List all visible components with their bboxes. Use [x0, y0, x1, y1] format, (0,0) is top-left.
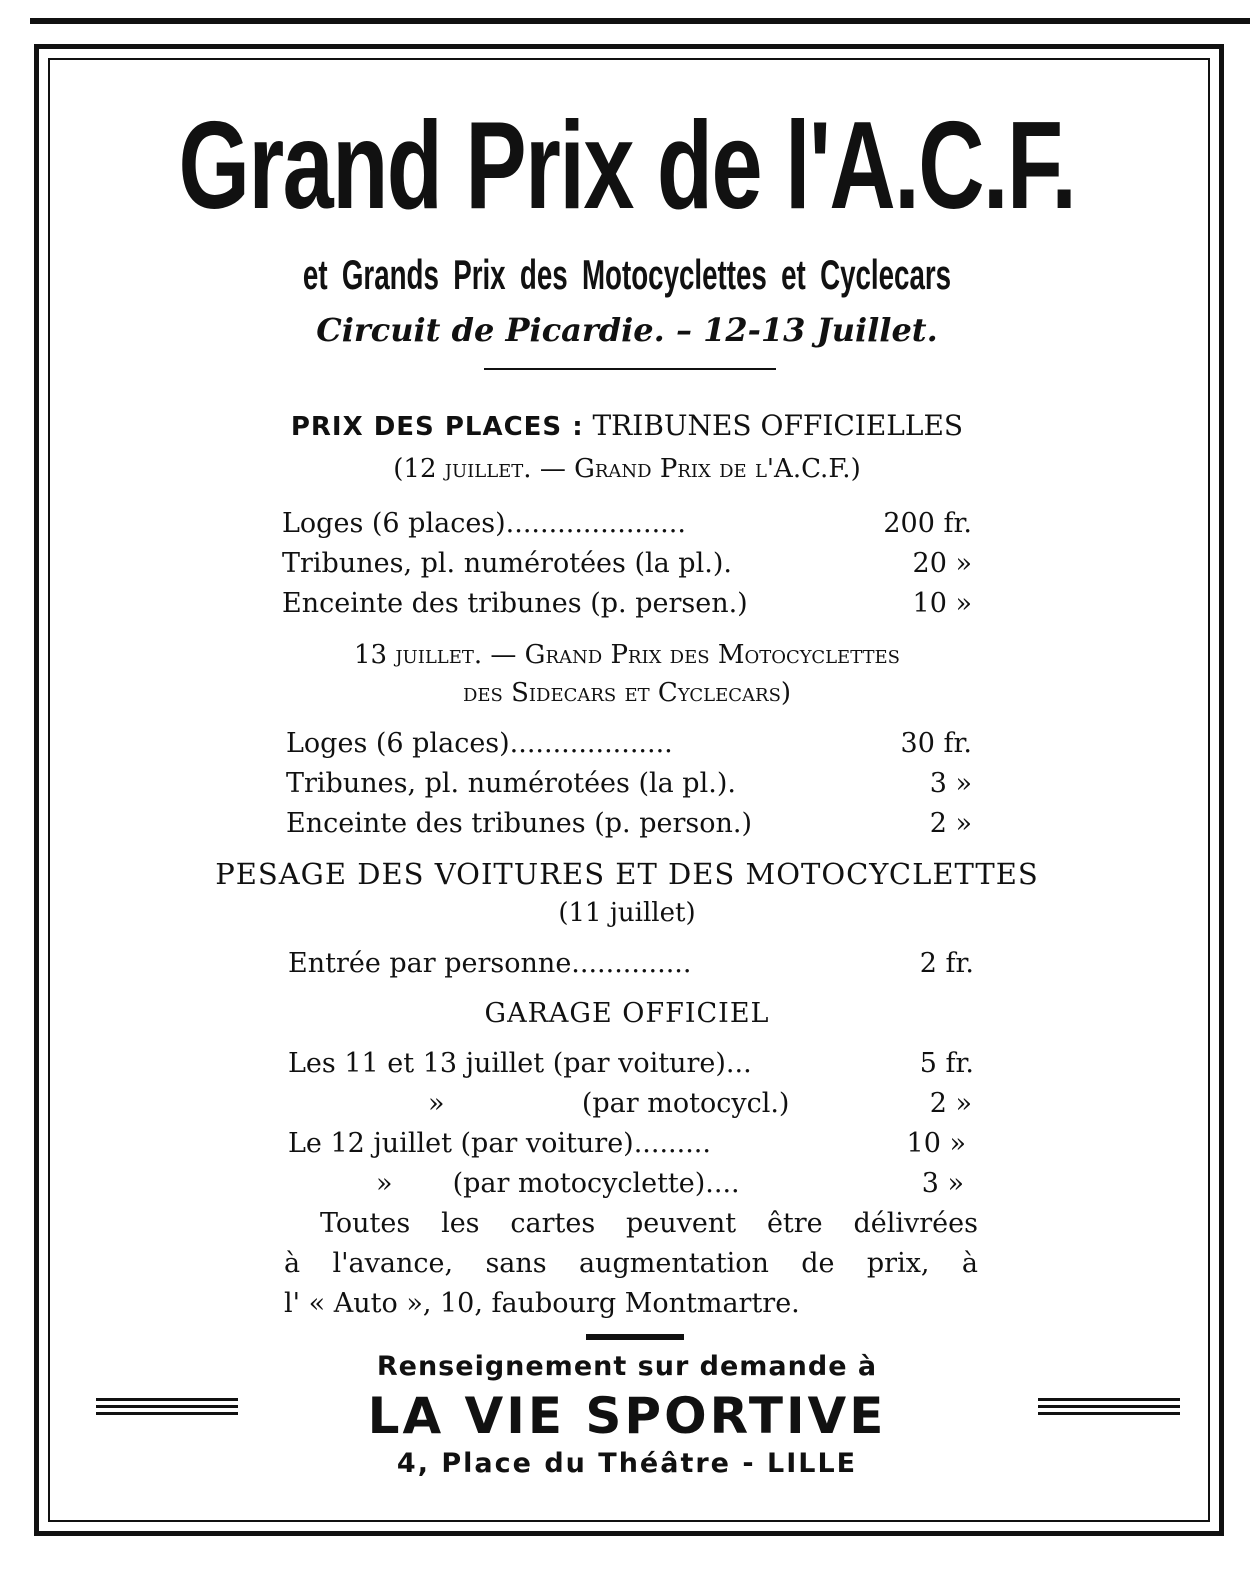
price-label: Tribunes, pl. numérotées (la pl.).: [282, 548, 732, 579]
price-value: 20 »: [912, 548, 972, 579]
garage-heading: GARAGE OFFICIEL: [484, 998, 770, 1029]
prix-heading-bold: PRIX DES PLACES :: [290, 412, 584, 442]
day1-heading: (12 juillet. — Grand Prix de l'A.C.F.): [393, 454, 861, 484]
right-ornament-lines: [1038, 1398, 1180, 1420]
price-value: 10 »: [906, 1128, 966, 1159]
price-value: 30 fr.: [900, 728, 972, 759]
pesage-heading: PESAGE DES VOITURES ET DES MOTOCYCLETTES: [215, 857, 1039, 891]
price-label: Enceinte des tribunes (p. person.): [286, 808, 752, 839]
top-border: [30, 18, 1250, 24]
ad-subtitle: et Grands Prix des Motocyclettes et Cyclecars: [302, 251, 952, 298]
price-value: 2 fr.: [919, 948, 974, 979]
prix-heading-rest: TRIBUNES OFFICIELLES: [592, 409, 964, 442]
price-value: 3 »: [921, 1168, 964, 1199]
info-line: Renseignement sur demande à: [376, 1351, 878, 1382]
address: 4, Place du Théâtre - LILLE: [396, 1448, 858, 1479]
title-divider: [484, 368, 776, 370]
note-line: Toutes les cartes peuvent être délivrées: [320, 1208, 978, 1239]
price-label: Le 12 juillet (par voiture).........: [288, 1128, 711, 1159]
note-line: à l'avance, sans augmentation de prix, à: [284, 1248, 978, 1279]
price-label: » (par motocycl.): [428, 1088, 790, 1119]
price-label: Enceinte des tribunes (p. persen.): [282, 588, 748, 619]
brand-name: LA VIE SPORTIVE: [367, 1387, 887, 1445]
price-value: 3 »: [929, 768, 972, 799]
price-label: Loges (6 places).....................: [282, 508, 686, 539]
price-value: 2 »: [929, 808, 972, 839]
price-label: Entrée par personne..............: [288, 948, 692, 979]
price-value: 2 »: [929, 1088, 972, 1119]
price-label: » (par motocyclette)....: [376, 1168, 740, 1199]
price-label: Loges (6 places)...................: [286, 728, 673, 759]
note-line: l' « Auto », 10, faubourg Montmartre.: [284, 1288, 800, 1319]
pesage-date: (11 juillet): [558, 898, 696, 928]
day2-heading-cont: des Sidecars et Cyclecars): [462, 678, 792, 708]
price-value: 200 fr.: [883, 508, 972, 539]
advance-note: [284, 1204, 978, 1324]
day2-heading: 13 juillet. — Grand Prix des Motocyclettes: [353, 640, 901, 670]
price-value: 5 fr.: [919, 1048, 974, 1079]
footer-divider: [586, 1334, 684, 1340]
price-label: Les 11 et 13 juillet (par voiture)...: [288, 1048, 752, 1079]
price-value: 10 »: [912, 588, 972, 619]
price-label: Tribunes, pl. numérotées (la pl.).: [286, 768, 736, 799]
prix-heading: [0, 408, 1254, 445]
ad-title: Grand Prix de l'A.C.F.: [178, 97, 1076, 235]
circuit-line: Circuit de Picardie. – 12-13 Juillet.: [316, 311, 938, 349]
